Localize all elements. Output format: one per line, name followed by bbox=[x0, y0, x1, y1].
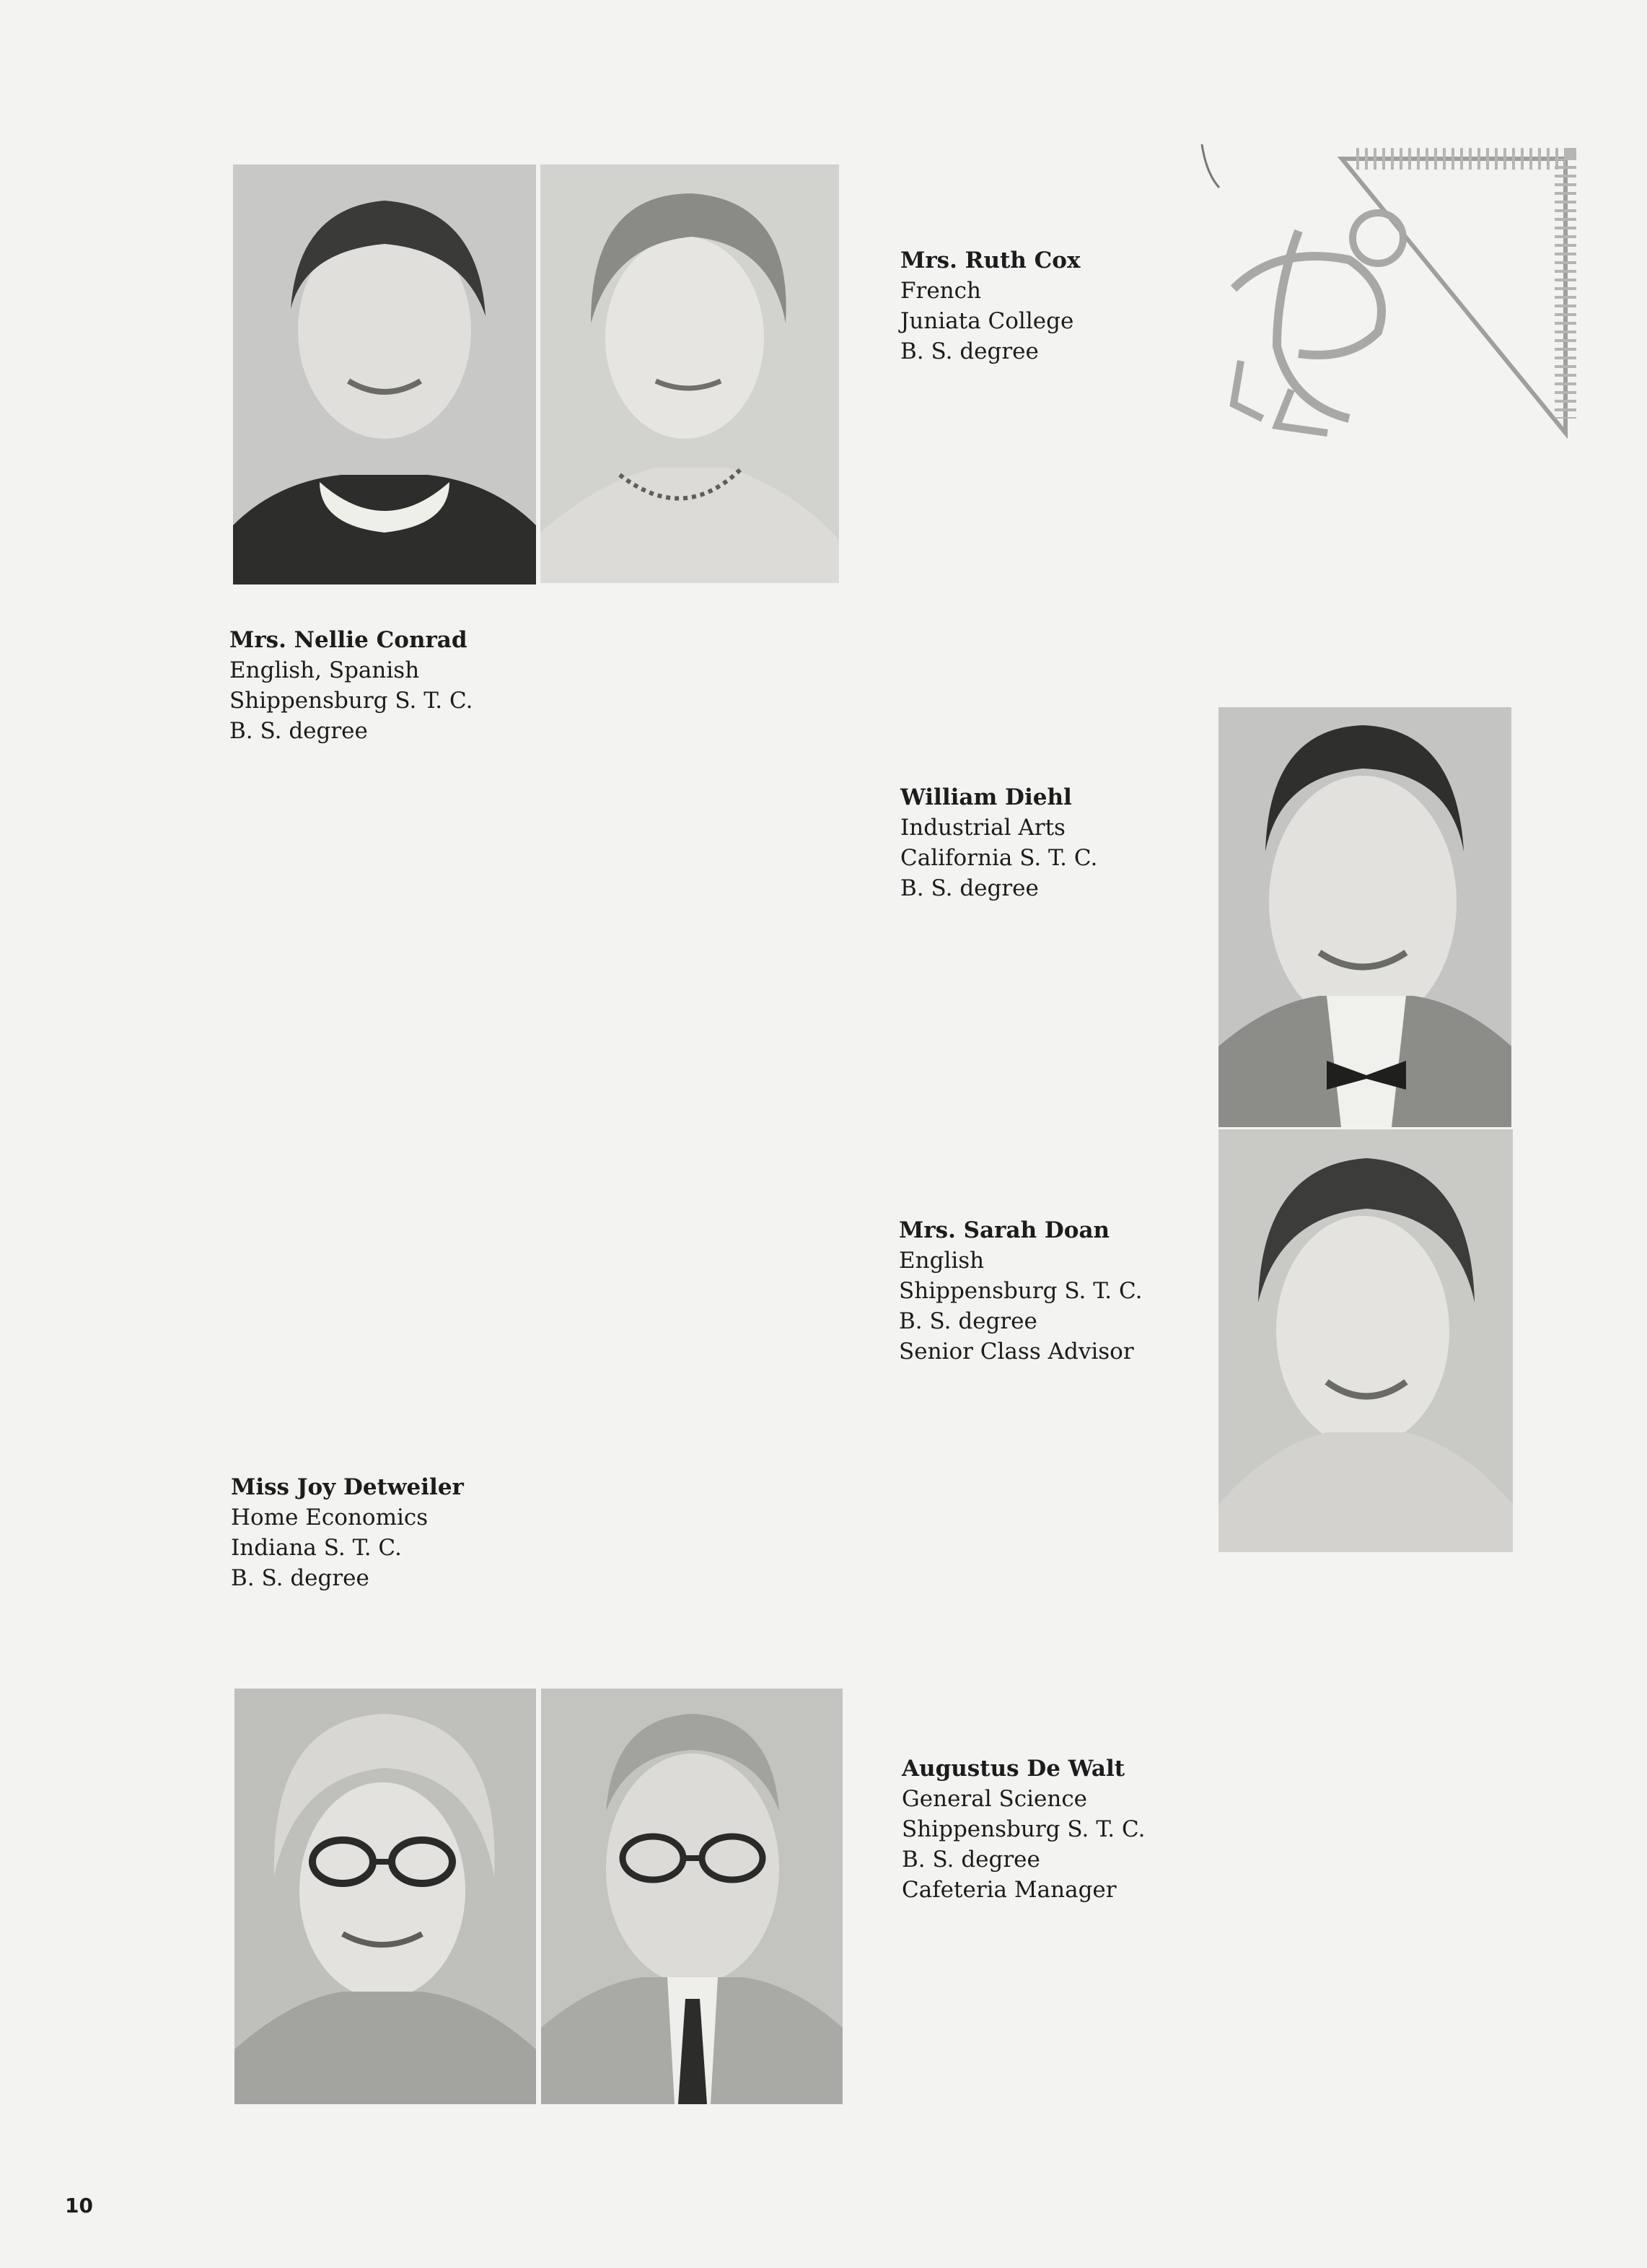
faculty-subject: Industrial Arts bbox=[900, 815, 1066, 841]
faculty-college: Shippensburg S. T. C. bbox=[899, 1278, 1143, 1304]
faculty-subject: English, Spanish bbox=[229, 657, 420, 683]
faculty-name: Mrs. Nellie Conrad bbox=[229, 627, 467, 653]
faculty-college: Shippensburg S. T. C. bbox=[902, 1816, 1146, 1842]
faculty-degree: B. S. degree bbox=[899, 1308, 1037, 1334]
faculty-role: Senior Class Advisor bbox=[899, 1339, 1134, 1365]
faculty-degree: B. S. degree bbox=[902, 1847, 1040, 1873]
photo-nellie-conrad bbox=[233, 165, 536, 584]
faculty-college: Juniata College bbox=[900, 308, 1074, 334]
caption-augustus-de-walt bbox=[902, 1753, 1146, 1905]
faculty-name: Augustus De Walt bbox=[902, 1756, 1125, 1782]
caption-joy-detweiler bbox=[231, 1472, 464, 1593]
photo-sarah-doan bbox=[1218, 1129, 1513, 1552]
photo-william-diehl bbox=[1218, 707, 1511, 1127]
faculty-degree: B. S. degree bbox=[900, 338, 1039, 364]
photo-ruth-cox bbox=[540, 165, 839, 583]
faculty-degree: B. S. degree bbox=[900, 875, 1039, 901]
caption-sarah-doan bbox=[899, 1215, 1143, 1367]
sketch-figure-pushing-icon bbox=[1190, 144, 1580, 447]
page-number: 10 bbox=[65, 2194, 93, 2217]
photo-augustus-de-walt bbox=[541, 1689, 843, 2104]
faculty-college: Indiana S. T. C. bbox=[231, 1535, 402, 1561]
faculty-degree: B. S. degree bbox=[231, 1565, 369, 1591]
caption-william-diehl bbox=[900, 782, 1097, 903]
faculty-name: Mrs. Sarah Doan bbox=[899, 1217, 1110, 1243]
faculty-subject: French bbox=[900, 278, 981, 304]
photo-joy-detweiler bbox=[234, 1689, 536, 2104]
caption-nellie-conrad bbox=[229, 625, 473, 746]
faculty-degree: B. S. degree bbox=[229, 718, 368, 744]
faculty-college: Shippensburg S. T. C. bbox=[229, 688, 473, 714]
faculty-role: Cafeteria Manager bbox=[902, 1877, 1117, 1903]
faculty-subject: English bbox=[899, 1248, 985, 1274]
caption-ruth-cox bbox=[900, 245, 1080, 367]
faculty-name: Mrs. Ruth Cox bbox=[900, 248, 1081, 273]
faculty-college: California S. T. C. bbox=[900, 845, 1098, 871]
faculty-subject: Home Economics bbox=[231, 1505, 429, 1531]
faculty-name: William Diehl bbox=[900, 784, 1072, 810]
faculty-name: Miss Joy Detweiler bbox=[231, 1474, 464, 1500]
faculty-subject: General Science bbox=[902, 1786, 1088, 1812]
